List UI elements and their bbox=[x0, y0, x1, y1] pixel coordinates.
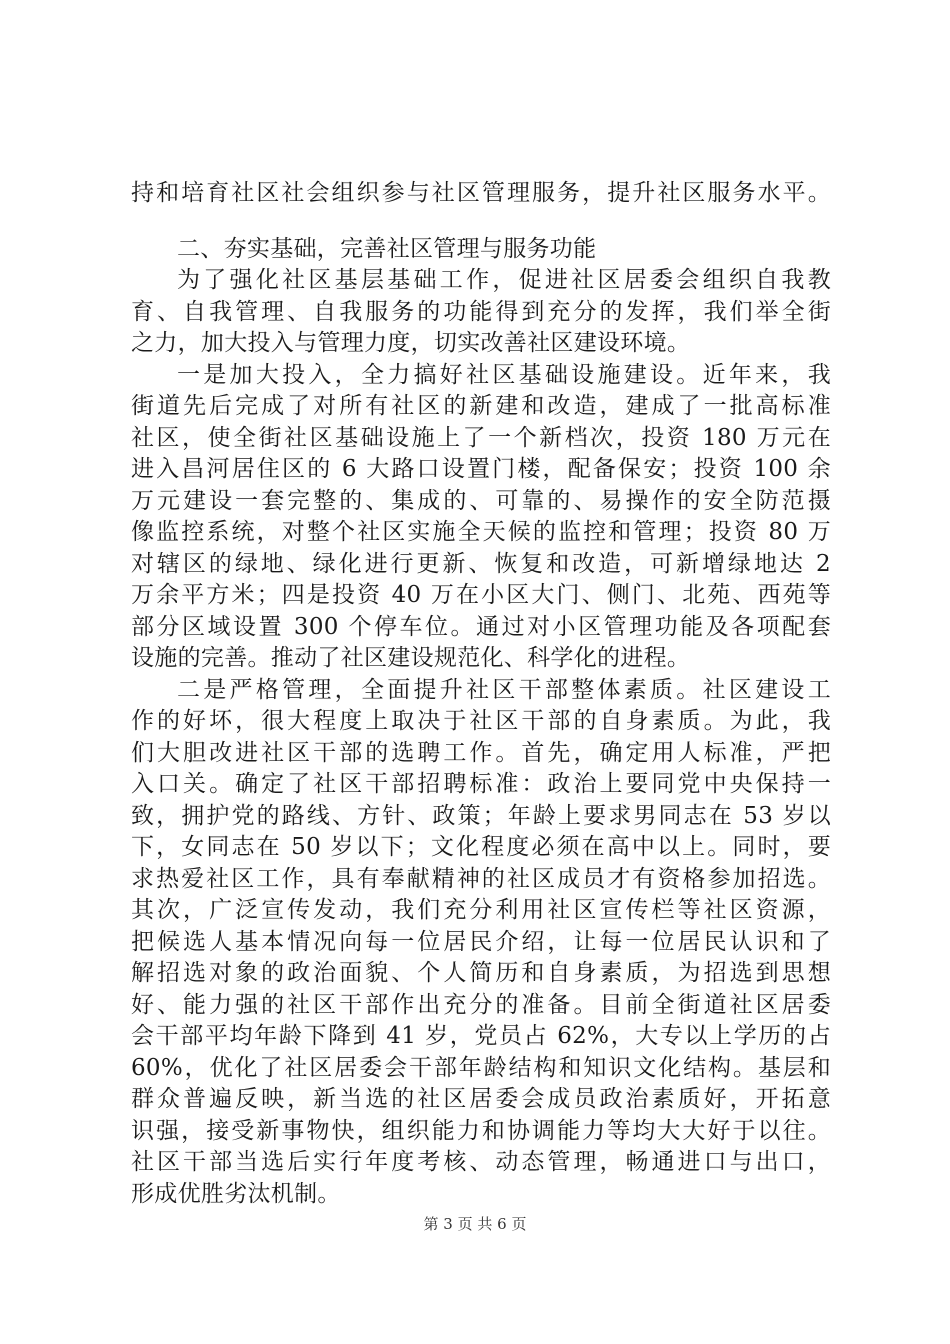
text-line: 60%，优化了社区居委会干部年龄结构和知识文化结构。基层和 bbox=[131, 1054, 831, 1081]
document-body bbox=[131, 178, 831, 1210]
text-line: 社区，使全街社区基础设施上了一个新档次，投资 180 万元在 bbox=[131, 424, 831, 451]
text-line: 会干部平均年龄下降到 41 岁，党员占 62%，大专以上学历的占 bbox=[131, 1023, 831, 1049]
text-line: 解招选对象的政治面貌、个人简历和自身素质，为招选到思想 bbox=[131, 960, 831, 986]
text-line: 持和培育社区社会组织参与社区管理服务，提升社区服务水平。 bbox=[131, 180, 831, 206]
text-line: 二是严格管理，全面提升社区干部整体素质。社区建设工 bbox=[177, 676, 831, 703]
text-line: 社区干部当选后实行年度考核、动态管理，畅通进口与出口， bbox=[131, 1149, 831, 1175]
text-line: 其次，广泛宣传发动，我们充分利用社区宣传栏等社区资源， bbox=[131, 897, 831, 923]
text-line: 形成优胜劣汰机制。 bbox=[131, 1180, 341, 1207]
text-line: 对辖区的绿地、绿化进行更新、恢复和改造，可新增绿地达 2 bbox=[131, 550, 831, 577]
text-line: 们大胆改进社区干部的选聘工作。首先，确定用人标准，严把 bbox=[131, 739, 831, 766]
text-line: 求热爱社区工作，具有奉献精神的社区成员才有资格参加招选。 bbox=[131, 865, 831, 892]
text-line: 群众普遍反映，新当选的社区居委会成员政治素质好，开拓意 bbox=[131, 1086, 831, 1112]
text-line: 万余平方米；四是投资 40 万在小区大门、侧门、北苑、西苑等 bbox=[131, 582, 831, 608]
text-line: 作的好坏，很大程度上取决于社区干部的自身素质。为此，我 bbox=[131, 708, 831, 734]
page-footer: 第 3 页 共 6 页 bbox=[423, 1215, 527, 1233]
text-line: 识强，接受新事物快，组织能力和协调能力等均大大好于以往。 bbox=[131, 1117, 831, 1144]
text-line: 致，拥护党的路线、方针、政策；年龄上要求男同志在 53 岁以 bbox=[131, 802, 831, 829]
text-line: 入口关。确定了社区干部招聘标准：政治上要同党中央保持一 bbox=[131, 771, 831, 797]
text-line: 之力，加大投入与管理力度，切实改善社区建设环境。 bbox=[131, 330, 691, 356]
text-line: 万元建设一套完整的、集成的、可靠的、易操作的安全防范摄 bbox=[131, 487, 831, 514]
text-line: 进入昌河居住区的 6 大路口设置门楼，配备保安；投资 100 余 bbox=[131, 456, 831, 482]
text-line: 为了强化社区基层基础工作，促进社区居委会组织自我教 bbox=[177, 267, 831, 293]
text-line: 一是加大投入，全力搞好社区基础设施建设。近年来，我 bbox=[177, 361, 831, 388]
text-line: 好、能力强的社区干部作出充分的准备。目前全街道社区居委 bbox=[131, 991, 831, 1018]
text-line: 二、夯实基础，完善社区管理与服务功能 bbox=[177, 235, 597, 262]
text-line: 像监控系统，对整个社区实施全天候的监控和管理；投资 80 万 bbox=[131, 519, 831, 545]
text-line: 把候选人基本情况向每一位居民介绍，让每一位居民认识和了 bbox=[131, 928, 831, 955]
text-line: 设施的完善。推动了社区建设规范化、科学化的进程。 bbox=[131, 645, 691, 671]
text-line: 下，女同志在 50 岁以下；文化程度必须在高中以上。同时，要 bbox=[131, 834, 831, 860]
text-line: 部分区域设置 300 个停车位。通过对小区管理功能及各项配套 bbox=[131, 613, 831, 640]
paragraph-gap bbox=[131, 210, 831, 234]
text-line: 育、自我管理、自我服务的功能得到充分的发挥，我们举全街 bbox=[131, 298, 831, 325]
text-line: 街道先后完成了对所有社区的新建和改造，建成了一批高标准 bbox=[131, 393, 831, 419]
